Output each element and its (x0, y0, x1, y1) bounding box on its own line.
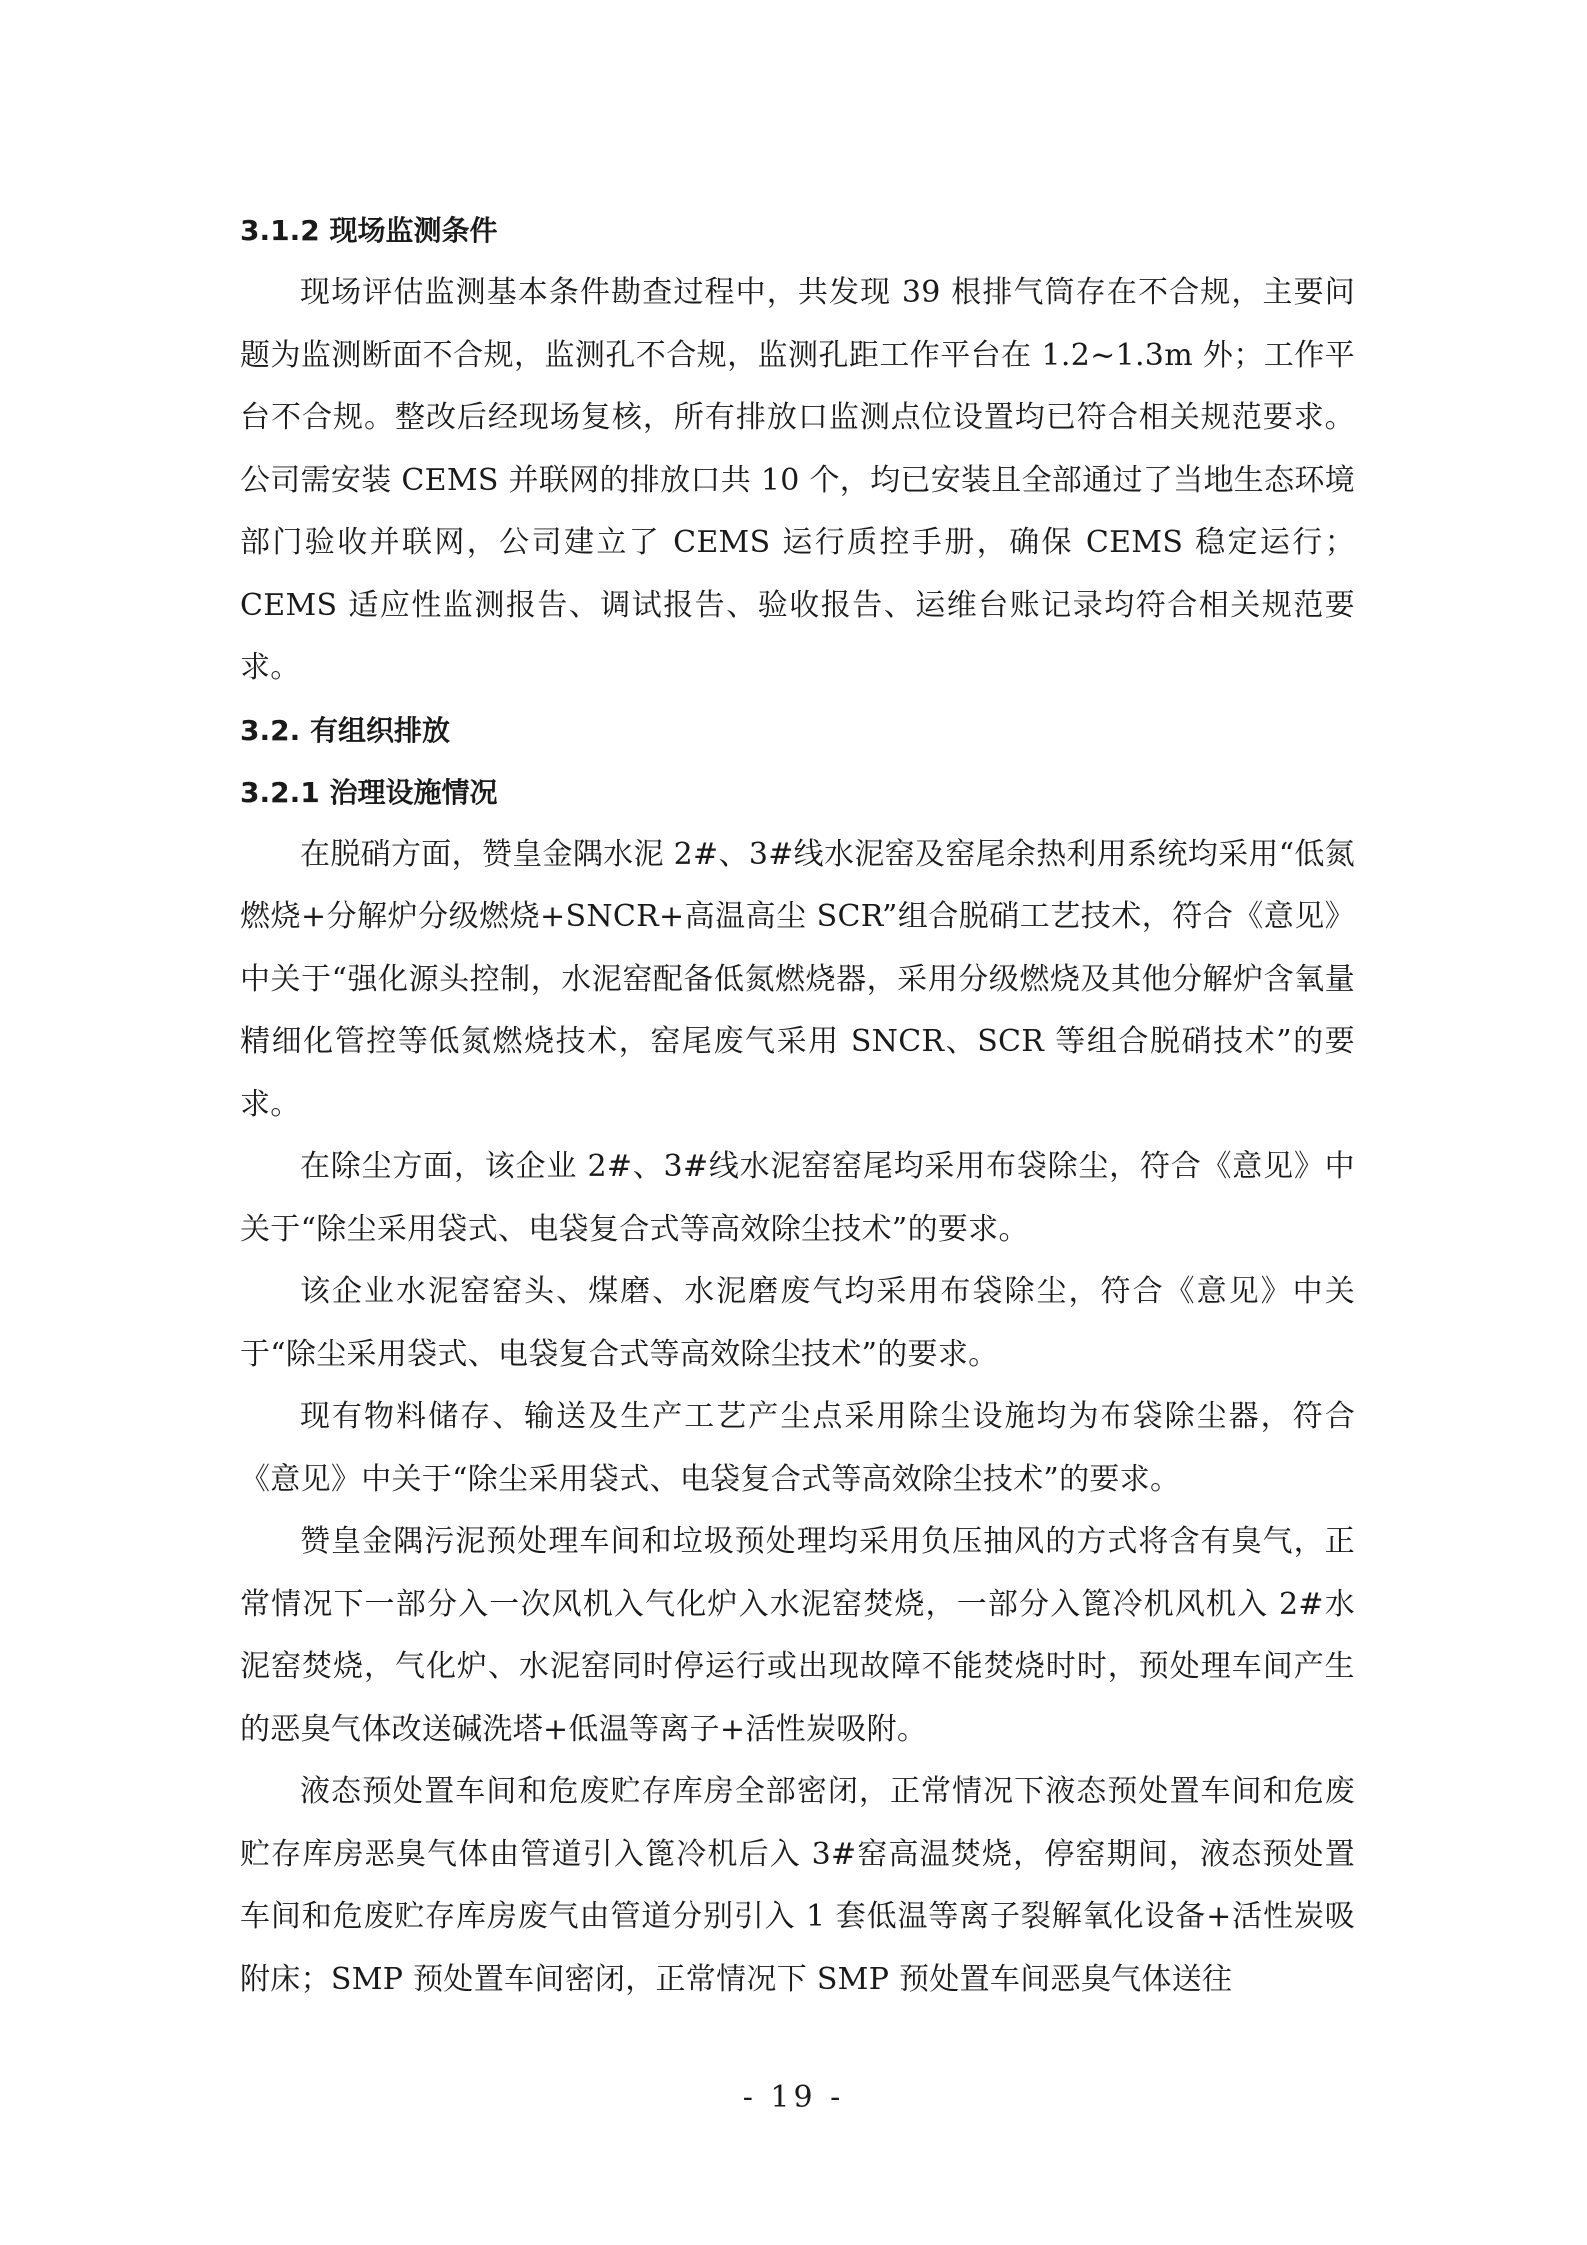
section-heading-3-2: 3.2. 有组织排放 (240, 713, 450, 747)
section-heading-3-1-2: 3.1.2 现场监测条件 (240, 214, 498, 247)
paragraph-sludge-pretreatment: 赞皇金隅污泥预处理车间和垃圾预处理均采用负压抽风的方式将含有臭气，正常情况下一部分入一次风机入气化炉入水泥窑焚烧，一部分入篦冷机风机入 2#水泥窑焚烧，气化炉、水泥窑同时停运行或出现故障不能焚烧时时，预处理车间产生的恶臭气体改送碱洗塔+低温等离子+活性炭吸附。 (240, 1524, 1355, 1747)
document-page (240, 200, 1355, 2011)
paragraph-denitrification: 在脱硝方面，赞皇金隅水泥 2#、3#线水泥窑及窑尾余热利用系统均采用“低氮燃烧+分解炉分级燃烧+SNCR+高温高尘 SCR”组合脱硝工艺技术，符合《意见》中关于“强化源头控制，水泥窑配备低氮燃烧器，采用分级燃烧及其他分解炉含氧量精细化管控等低氮燃烧技术，窑尾废气采用 SNCR、SCR 等组合脱硝技术”的要求。 (240, 836, 1355, 1122)
section-heading-3-2-1: 3.2.1 治理设施情况 (240, 775, 498, 809)
paragraph-liquid-pretreatment: 液态预处置车间和危废贮存库房全部密闭，正常情况下液态预处置车间和危废贮存库房恶臭气体由管道引入篦冷机后入 3#窑高温焚烧，停窑期间，液态预处置车间和危废贮存库房废气由管道分别引入 1 套低温等离子裂解氧化设备+活性炭吸附床；SMP 预处置车间密闭，正常情况下 SMP 预处置车间恶臭气体送往 (240, 1774, 1355, 1997)
paragraph-dust-removal-material: 现有物料储存、输送及生产工艺产尘点采用除尘设施均为布袋除尘器，符合《意见》中关于“除尘采用袋式、电袋复合式等高效除尘技术”的要求。 (240, 1399, 1355, 1497)
paragraph-dust-removal-kiln-head: 该企业水泥窑窑头、煤磨、水泥磨废气均采用布袋除尘，符合《意见》中关于“除尘采用袋式、电袋复合式等高效除尘技术”的要求。 (240, 1274, 1355, 1372)
paragraph-dust-removal-kiln-tail: 在除尘方面，该企业 2#、3#线水泥窑窑尾均采用布袋除尘，符合《意见》中关于“除尘采用袋式、电袋复合式等高效除尘技术”的要求。 (240, 1149, 1355, 1247)
page-number: - 19 - (742, 2080, 845, 2115)
paragraph-monitoring-conditions: 现场评估监测基本条件勘查过程中，共发现 39 根排气筒存在不合规，主要问题为监测断面不合规，监测孔不合规，监测孔距工作平台在 1.2~1.3m 外；工作平台不合规。整改后经现场复核，所有排放口监测点位设置均已符合相关规范要求。公司需安装 CEMS 并联网的排放口共 10 个，均已安装且全部通过了当地生态环境部门验收并联网，公司建立了 CEMS 运行质控手册，确保 CEMS 稳定运行；CEMS 适应性监测报告、调试报告、验收报告、运维台账记录均符合相关规范要求。 (240, 275, 1355, 685)
